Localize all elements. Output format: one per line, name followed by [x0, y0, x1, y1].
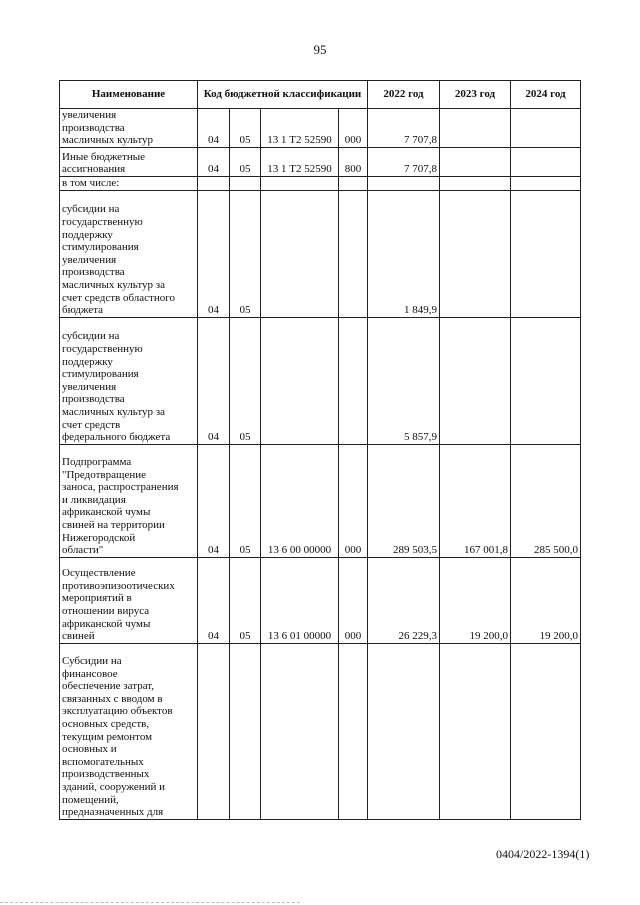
row-name: субсидии на государственную поддержку стимулирования увеличения производства масличных культур за счет средств федерального бюджета — [60, 317, 198, 444]
table-row — [60, 643, 581, 819]
code-target: 13 6 00 00000 — [261, 444, 339, 557]
code-section: 04 — [198, 190, 230, 317]
code-subsection: 05 — [230, 190, 261, 317]
table-row — [60, 190, 581, 317]
code-expense-type — [339, 190, 368, 317]
value-2022: 1 849,9 — [368, 190, 440, 317]
code-expense-type: 000 — [339, 109, 368, 148]
row-name: Осуществление противоэпизоотических мероприятий в отношении вируса африканской чумы свиней — [60, 557, 198, 643]
code-section: 04 — [198, 557, 230, 643]
row-name: Иные бюджетные ассигнования — [60, 147, 198, 176]
header-2022: 2022 год — [368, 81, 440, 109]
code-subsection: 05 — [230, 317, 261, 444]
code-subsection: 05 — [230, 147, 261, 176]
value-2022: 5 857,9 — [368, 317, 440, 444]
value-2024 — [511, 176, 581, 190]
table-row — [60, 444, 581, 557]
code-expense-type — [339, 643, 368, 819]
code-expense-type — [339, 176, 368, 190]
code-section: 04 — [198, 147, 230, 176]
value-2024 — [511, 643, 581, 819]
code-subsection: 05 — [230, 444, 261, 557]
code-section — [198, 643, 230, 819]
value-2024 — [511, 109, 581, 148]
code-section: 04 — [198, 444, 230, 557]
value-2023 — [440, 147, 511, 176]
code-target: 13 1 Т2 52590 — [261, 147, 339, 176]
value-2023 — [440, 317, 511, 444]
value-2022: 26 229,3 — [368, 557, 440, 643]
table-row — [60, 147, 581, 176]
table-row — [60, 557, 581, 643]
value-2022: 7 707,8 — [368, 147, 440, 176]
code-subsection — [230, 643, 261, 819]
code-subsection: 05 — [230, 109, 261, 148]
value-2022: 289 503,5 — [368, 444, 440, 557]
table-row — [60, 317, 581, 444]
code-target — [261, 190, 339, 317]
value-2023: 19 200,0 — [440, 557, 511, 643]
code-expense-type: 800 — [339, 147, 368, 176]
code-expense-type — [339, 317, 368, 444]
table-row — [60, 109, 581, 148]
code-expense-type: 000 — [339, 557, 368, 643]
value-2023 — [440, 190, 511, 317]
value-2023: 167 001,8 — [440, 444, 511, 557]
value-2024 — [511, 317, 581, 444]
scan-edge-divider — [0, 902, 300, 904]
code-subsection — [230, 176, 261, 190]
code-target: 13 1 Т2 52590 — [261, 109, 339, 148]
table-row — [60, 176, 581, 190]
value-2022: 7 707,8 — [368, 109, 440, 148]
code-section — [198, 176, 230, 190]
code-section: 04 — [198, 109, 230, 148]
value-2024 — [511, 190, 581, 317]
document-code: 0404/2022-1394(1) — [496, 847, 590, 861]
value-2023 — [440, 176, 511, 190]
value-2024: 19 200,0 — [511, 557, 581, 643]
budget-table — [59, 80, 581, 820]
code-section: 04 — [198, 317, 230, 444]
value-2024 — [511, 147, 581, 176]
table-header-row — [60, 81, 581, 109]
value-2023 — [440, 643, 511, 819]
value-2022 — [368, 176, 440, 190]
code-expense-type: 000 — [339, 444, 368, 557]
header-code: Код бюджетной классификации — [198, 81, 368, 109]
row-name: Субсидии на финансовое обеспечение затрат, связанных с вводом в эксплуатацию объектов основных средств, текущим ремонтом основных и вспомогательных производственных зданий, сооружений и помещений, предназначенных для — [60, 643, 198, 819]
header-2023: 2023 год — [440, 81, 511, 109]
header-name: Наименование — [60, 81, 198, 109]
code-target: 13 6 01 00000 — [261, 557, 339, 643]
code-target — [261, 643, 339, 819]
row-name: в том числе: — [60, 176, 198, 190]
value-2023 — [440, 109, 511, 148]
value-2022 — [368, 643, 440, 819]
row-name: Подпрограмма "Предотвращение заноса, распространения и ликвидация африканской чумы свиней на территории Нижегородской области" — [60, 444, 198, 557]
row-name: субсидии на государственную поддержку стимулирования увеличения производства масличных культур за счет средств областного бюджета — [60, 190, 198, 317]
value-2024: 285 500,0 — [511, 444, 581, 557]
header-2024: 2024 год — [511, 81, 581, 109]
row-name: увеличения производства масличных культур — [60, 109, 198, 148]
code-target — [261, 176, 339, 190]
code-target — [261, 317, 339, 444]
code-subsection: 05 — [230, 557, 261, 643]
page-number: 95 — [313, 42, 327, 57]
